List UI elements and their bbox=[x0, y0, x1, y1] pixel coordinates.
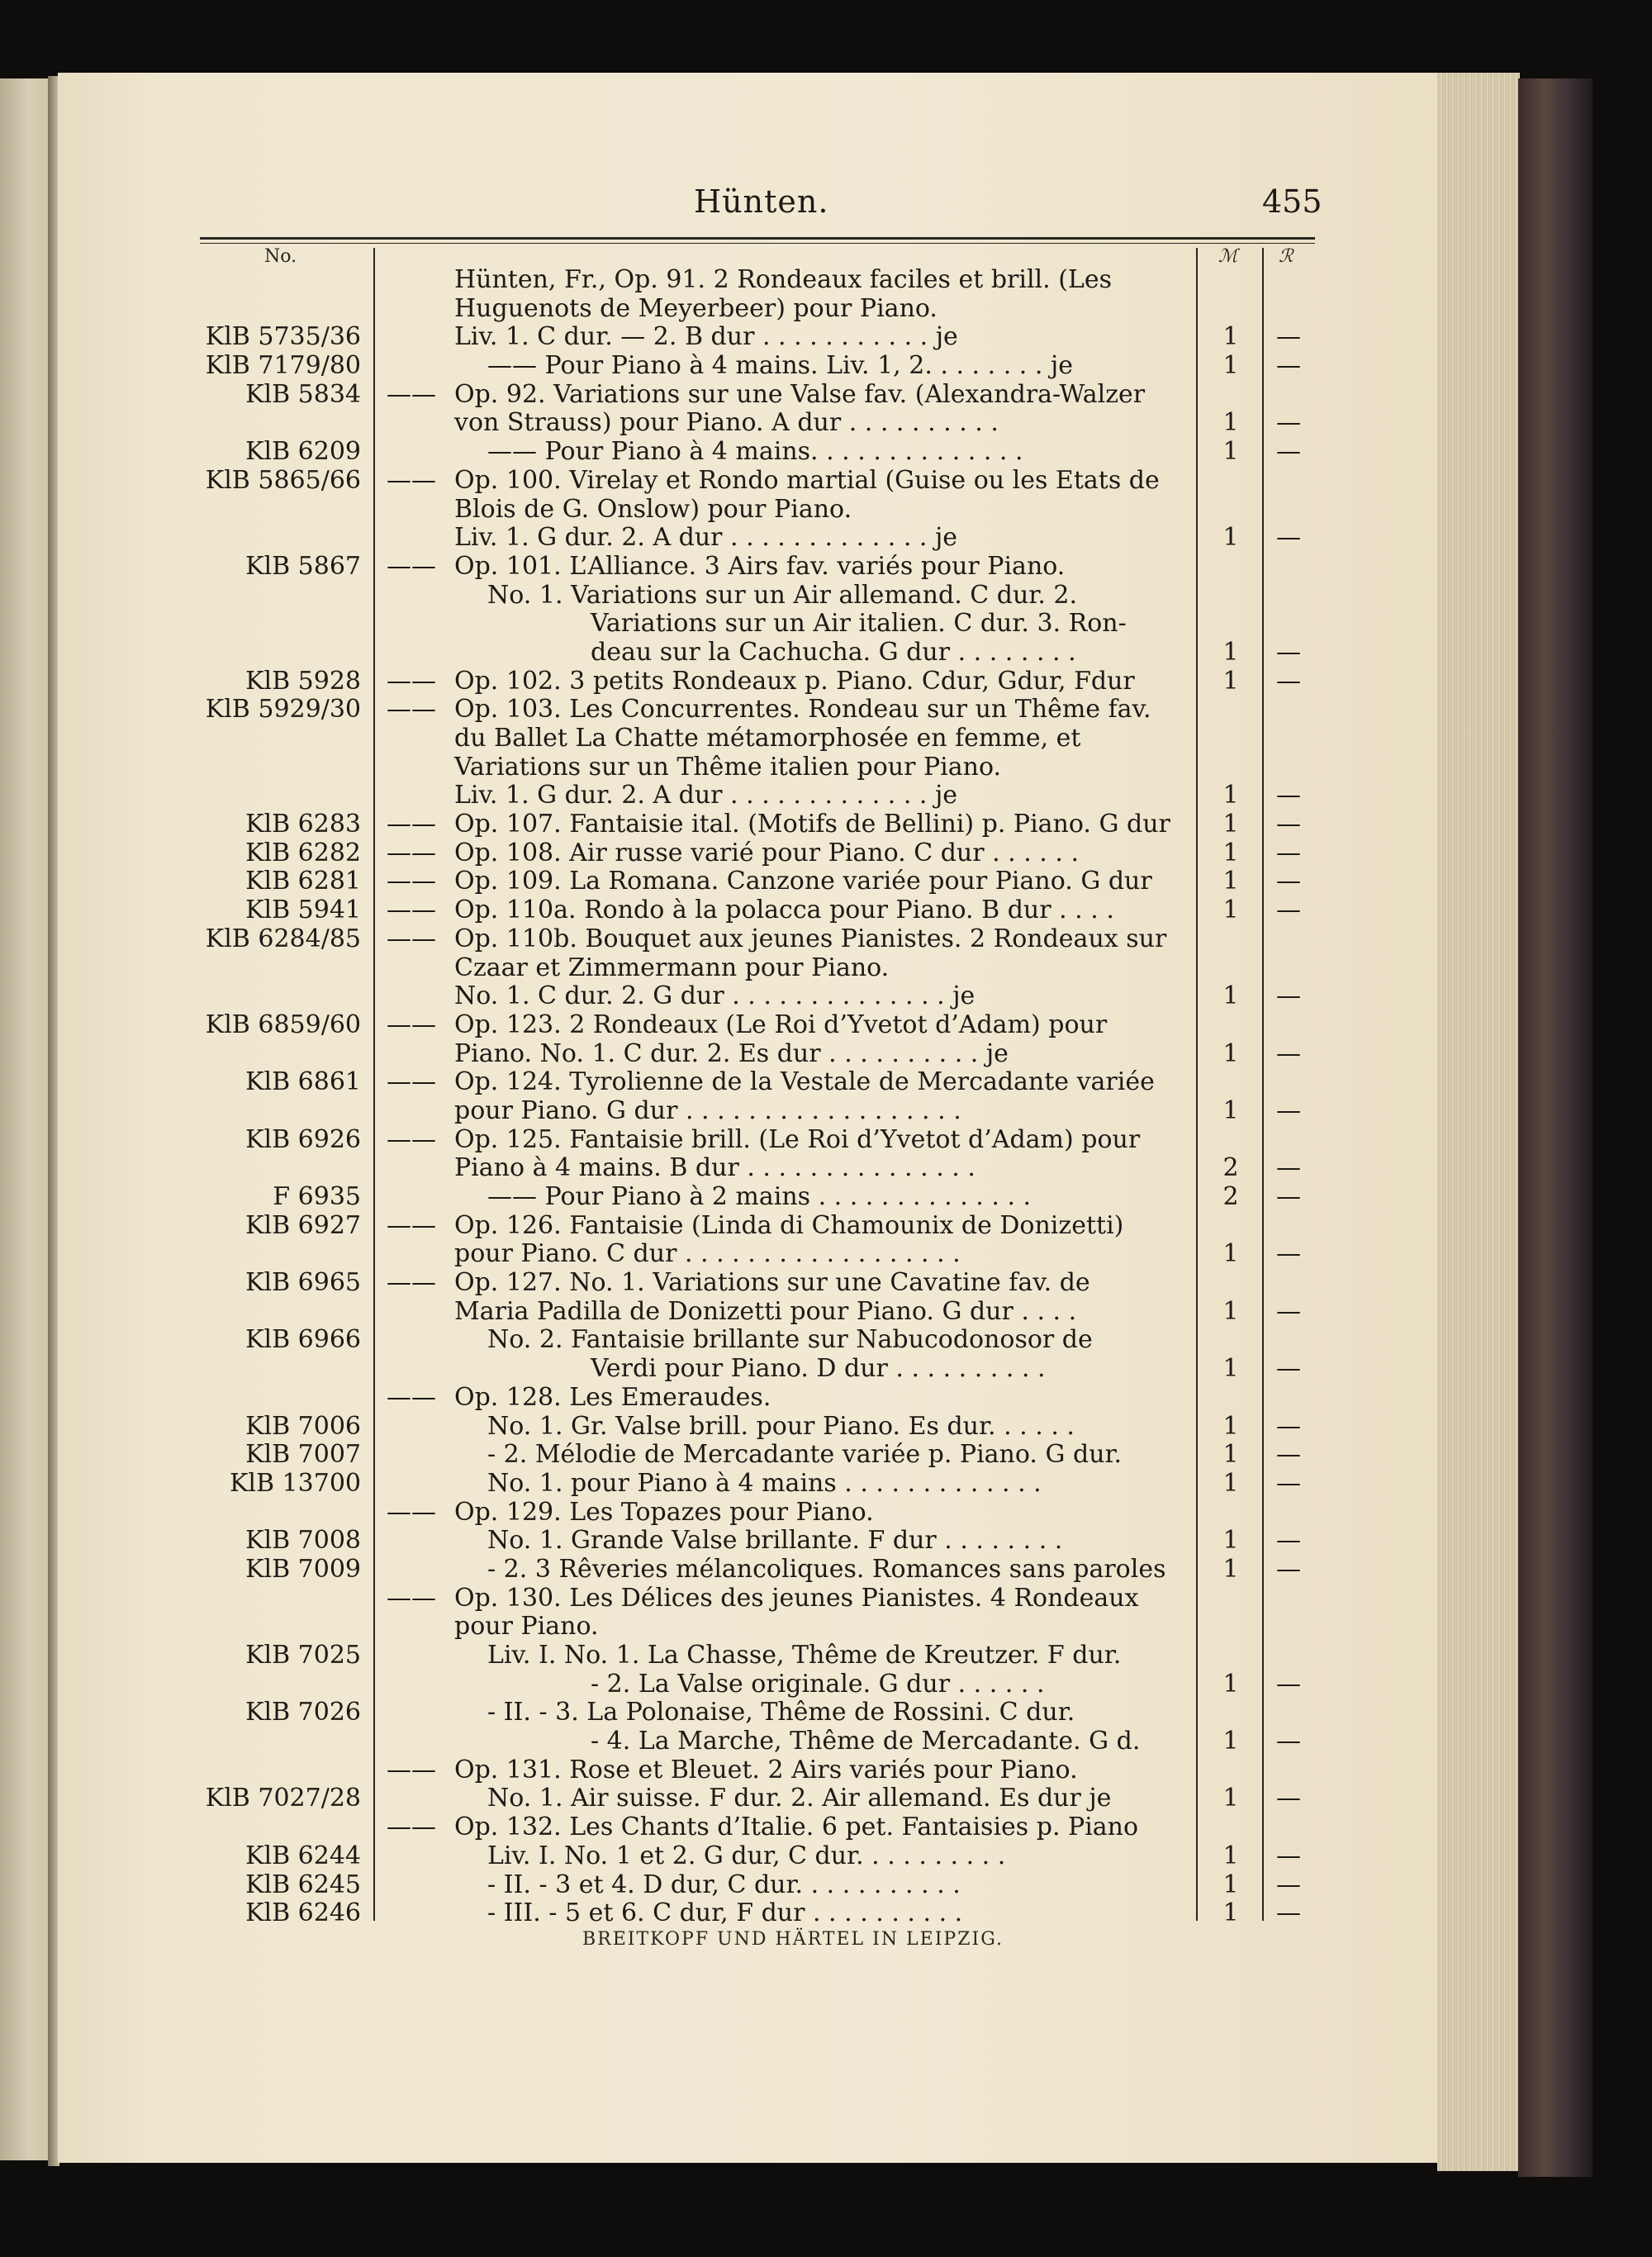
catalog-description: Op. 100. Virelay et Rondo martial (Guise ou les Etats de bbox=[454, 465, 1160, 495]
ditto-dash: —— bbox=[387, 1067, 436, 1097]
catalog-row bbox=[0, 1871, 1652, 1900]
catalog-description: du Ballet La Chatte métamorphosée en femme, et bbox=[454, 724, 1081, 753]
ditto-dash: —— bbox=[387, 1813, 436, 1842]
column-header-number: No. bbox=[264, 246, 297, 267]
catalog-description: Op. 92. Variations sur une Valse fav. (Alexandra-Walzer bbox=[454, 379, 1146, 409]
catalog-description: Variations sur un Air italien. C dur. 3. Ron- bbox=[591, 609, 1127, 639]
catalog-list bbox=[0, 266, 1652, 1928]
ditto-dash: —— bbox=[387, 666, 436, 696]
catalog-description: Op. 126. Fantaisie (Linda di Chamounix de Donizetti) bbox=[454, 1210, 1124, 1240]
ditto-dash: —— bbox=[387, 1124, 436, 1154]
catalog-row bbox=[0, 323, 1652, 352]
catalog-row bbox=[0, 696, 1652, 725]
catalog-number: KlB 6244 bbox=[245, 1841, 361, 1870]
column-header-pf: ℛ bbox=[1279, 246, 1294, 267]
catalog-number: KlB 6965 bbox=[245, 1268, 361, 1298]
catalog-description: —— Pour Piano à 2 mains . . . . . . . . . . . . . . bbox=[487, 1182, 1032, 1211]
catalog-number: KlB 7026 bbox=[245, 1698, 361, 1727]
publisher-footer-text: BREITKOPF UND HÄRTEL IN LEIPZIG. bbox=[582, 1929, 1004, 1950]
catalog-description: Liv. 1. G dur. 2. A dur . . . . . . . . . . . . . je bbox=[454, 781, 958, 810]
catalog-row bbox=[0, 1784, 1652, 1813]
catalog-description: Maria Padilla de Donizetti pour Piano. G dur . . . . bbox=[454, 1296, 1077, 1326]
price-pfennig: — bbox=[1276, 1440, 1301, 1470]
catalog-row bbox=[0, 1441, 1652, 1470]
catalog-description: Op. 131. Rose et Bleuet. 2 Airs variés pour Piano. bbox=[454, 1755, 1078, 1784]
price-pfennig: — bbox=[1276, 896, 1301, 925]
catalog-description: pour Piano. bbox=[454, 1612, 599, 1642]
ditto-dash: —— bbox=[387, 867, 436, 896]
catalog-description: —— Pour Piano à 4 mains. . . . . . . . . . . . . . bbox=[487, 437, 1023, 467]
catalog-number: KlB 6281 bbox=[245, 867, 361, 896]
catalog-description: Huguenots de Meyerbeer) pour Piano. bbox=[454, 293, 938, 323]
column-header-mark: ℳ bbox=[1218, 246, 1238, 267]
catalog-row bbox=[0, 438, 1652, 467]
catalog-description: No. 1. Air suisse. F dur. 2. Air allemand. Es dur je bbox=[487, 1784, 1112, 1813]
price-pfennig: — bbox=[1276, 1727, 1301, 1756]
catalog-description: - III. - 5 et 6. C dur, F dur . . . . . . . . . . bbox=[487, 1898, 963, 1928]
catalog-row bbox=[0, 1842, 1652, 1871]
catalog-row bbox=[0, 668, 1652, 696]
catalog-number: KlB 5865/66 bbox=[205, 465, 361, 495]
catalog-row bbox=[0, 295, 1652, 324]
price-mark: 1 bbox=[1222, 981, 1239, 1011]
ditto-dash: —— bbox=[387, 838, 436, 867]
catalog-row bbox=[0, 1642, 1652, 1670]
price-pfennig: — bbox=[1276, 1239, 1301, 1269]
price-mark: 2 bbox=[1222, 1153, 1239, 1183]
price-pfennig: — bbox=[1276, 408, 1301, 438]
price-pfennig: — bbox=[1276, 1411, 1301, 1441]
price-pfennig: — bbox=[1276, 322, 1301, 352]
price-pfennig: — bbox=[1276, 1554, 1301, 1584]
price-pfennig: — bbox=[1276, 1095, 1301, 1125]
catalog-description: Op. 101. L’Alliance. 3 Airs fav. variés pour Piano. bbox=[454, 551, 1066, 581]
catalog-description: Op. 130. Les Délices des jeunes Pianistes. 4 Rondeaux bbox=[454, 1583, 1139, 1613]
catalog-number: KlB 7025 bbox=[245, 1641, 361, 1670]
catalog-description: Op. 109. La Romana. Canzone variée pour Piano. G dur bbox=[454, 867, 1152, 896]
catalog-row bbox=[0, 1699, 1652, 1727]
price-pfennig: — bbox=[1276, 637, 1301, 667]
catalog-description: Op. 125. Fantaisie brill. (Le Roi d’Yvetot d’Adam) pour bbox=[454, 1124, 1141, 1154]
ditto-dash: —— bbox=[387, 379, 436, 409]
price-pfennig: — bbox=[1276, 867, 1301, 896]
catalog-number: KlB 5928 bbox=[245, 666, 361, 696]
catalog-description: Czaar et Zimmermann pour Piano. bbox=[454, 953, 890, 982]
catalog-description: pour Piano. G dur . . . . . . . . . . . . . . . . . . bbox=[454, 1095, 961, 1125]
price-mark: 1 bbox=[1222, 1095, 1239, 1125]
price-mark: 1 bbox=[1222, 1727, 1239, 1756]
catalog-description: - II. - 3 et 4. D dur, C dur. . . . . . . . . . . bbox=[487, 1870, 961, 1899]
price-pfennig: — bbox=[1276, 666, 1301, 696]
header-rule-thin bbox=[200, 243, 1315, 244]
catalog-number: KlB 6861 bbox=[245, 1067, 361, 1097]
price-mark: 1 bbox=[1222, 1354, 1239, 1384]
catalog-row bbox=[0, 1413, 1652, 1442]
price-mark: 1 bbox=[1222, 838, 1239, 867]
catalog-description: Op. 107. Fantaisie ital. (Motifs de Bellini) p. Piano. G dur bbox=[454, 810, 1170, 839]
catalog-row bbox=[0, 1556, 1652, 1585]
catalog-number: KlB 7006 bbox=[245, 1411, 361, 1441]
catalog-row bbox=[0, 1154, 1652, 1183]
ditto-dash: —— bbox=[387, 810, 436, 839]
catalog-row bbox=[0, 1670, 1652, 1699]
catalog-row bbox=[0, 1298, 1652, 1327]
price-mark: 2 bbox=[1222, 1182, 1239, 1211]
catalog-row bbox=[0, 1384, 1652, 1413]
price-mark: 1 bbox=[1222, 1411, 1239, 1441]
ditto-dash: —— bbox=[387, 551, 436, 581]
catalog-row bbox=[0, 810, 1652, 839]
catalog-row bbox=[0, 639, 1652, 668]
price-pfennig: — bbox=[1276, 351, 1301, 381]
catalog-row bbox=[0, 725, 1652, 753]
ditto-dash: —— bbox=[387, 465, 436, 495]
catalog-description: Piano. No. 1. C dur. 2. Es dur . . . . . . . . . . je bbox=[454, 1038, 1009, 1068]
catalog-row bbox=[0, 381, 1652, 410]
ditto-dash: —— bbox=[387, 1497, 436, 1527]
price-pfennig: — bbox=[1276, 523, 1301, 553]
catalog-row bbox=[0, 1899, 1652, 1928]
catalog-number: KlB 7009 bbox=[245, 1554, 361, 1584]
ditto-dash: —— bbox=[387, 1010, 436, 1039]
price-pfennig: — bbox=[1276, 1526, 1301, 1556]
catalog-row bbox=[0, 1240, 1652, 1269]
catalog-row bbox=[0, 1212, 1652, 1241]
catalog-number: KlB 6859/60 bbox=[205, 1010, 361, 1039]
price-pfennig: — bbox=[1276, 810, 1301, 839]
price-mark: 1 bbox=[1222, 351, 1239, 381]
price-mark: 1 bbox=[1222, 408, 1239, 438]
catalog-description: Variations sur un Thême italien pour Piano. bbox=[454, 752, 1002, 782]
catalog-row bbox=[0, 982, 1652, 1011]
catalog-row bbox=[0, 1813, 1652, 1842]
catalog-row bbox=[0, 1269, 1652, 1298]
catalog-number: KlB 6927 bbox=[245, 1210, 361, 1240]
catalog-row bbox=[0, 582, 1652, 611]
ditto-dash: —— bbox=[387, 695, 436, 725]
catalog-row bbox=[0, 1040, 1652, 1069]
catalog-row bbox=[0, 1613, 1652, 1642]
catalog-description: Op. 123. 2 Rondeaux (Le Roi d’Yvetot d’Adam) pour bbox=[454, 1010, 1108, 1039]
ditto-dash: —— bbox=[387, 1268, 436, 1298]
page-title: Hünten. bbox=[694, 183, 829, 220]
catalog-description: deau sur la Cachucha. G dur . . . . . . . . bbox=[591, 637, 1076, 667]
catalog-description: Blois de G. Onslow) pour Piano. bbox=[454, 494, 852, 524]
ditto-dash: —— bbox=[387, 1210, 436, 1240]
catalog-description: Liv. 1. G dur. 2. A dur . . . . . . . . . . . . . je bbox=[454, 523, 958, 553]
header-rule bbox=[200, 237, 1315, 240]
catalog-row bbox=[0, 1011, 1652, 1040]
catalog-description: Op. 127. No. 1. Variations sur une Cavatine fav. de bbox=[454, 1268, 1090, 1298]
catalog-number: KlB 7008 bbox=[245, 1526, 361, 1556]
price-mark: 1 bbox=[1222, 666, 1239, 696]
catalog-description: No. 1. pour Piano à 4 mains . . . . . . . . . . . . . bbox=[487, 1468, 1042, 1498]
price-pfennig: — bbox=[1276, 1354, 1301, 1384]
catalog-row bbox=[0, 1097, 1652, 1126]
catalog-row bbox=[0, 1470, 1652, 1499]
catalog-row bbox=[0, 839, 1652, 868]
catalog-number: KlB 13700 bbox=[229, 1468, 361, 1498]
catalog-number: KlB 5867 bbox=[245, 551, 361, 581]
catalog-description: - 2. La Valse originale. G dur . . . . . . bbox=[591, 1669, 1045, 1699]
price-mark: 1 bbox=[1222, 867, 1239, 896]
catalog-description: - 2. Mélodie de Mercadante variée p. Piano. G dur. bbox=[487, 1440, 1123, 1470]
catalog-number: KlB 6246 bbox=[245, 1898, 361, 1928]
price-mark: 1 bbox=[1222, 781, 1239, 810]
price-mark: 1 bbox=[1222, 1898, 1239, 1928]
catalog-row bbox=[0, 1727, 1652, 1756]
price-pfennig: — bbox=[1276, 981, 1301, 1011]
catalog-row bbox=[0, 954, 1652, 983]
price-mark: 1 bbox=[1222, 1554, 1239, 1584]
catalog-row bbox=[0, 1326, 1652, 1355]
catalog-description: Hünten, Fr., Op. 91. 2 Rondeaux faciles et brill. (Les bbox=[454, 265, 1112, 294]
catalog-number: KlB 5941 bbox=[245, 896, 361, 925]
catalog-number: KlB 6966 bbox=[245, 1325, 361, 1355]
price-pfennig: — bbox=[1276, 1153, 1301, 1183]
catalog-number: KlB 6926 bbox=[245, 1124, 361, 1154]
catalog-number: KlB 6209 bbox=[245, 437, 361, 467]
catalog-description: No. 1. Gr. Valse brill. pour Piano. Es dur. . . . . . bbox=[487, 1411, 1075, 1441]
catalog-description: Op. 110a. Rondo à la polacca pour Piano. B dur . . . . bbox=[454, 896, 1114, 925]
catalog-number: KlB 5929/30 bbox=[205, 695, 361, 725]
price-mark: 1 bbox=[1222, 1841, 1239, 1870]
catalog-description: von Strauss) pour Piano. A dur . . . . . . . . . . bbox=[454, 408, 999, 438]
catalog-number: KlB 7179/80 bbox=[205, 351, 361, 381]
catalog-row bbox=[0, 1183, 1652, 1212]
ditto-dash: —— bbox=[387, 1583, 436, 1613]
catalog-description: —— Pour Piano à 4 mains. Liv. 1, 2. . . . . . . . je bbox=[487, 351, 1073, 381]
catalog-row bbox=[0, 1068, 1652, 1097]
price-pfennig: — bbox=[1276, 838, 1301, 867]
running-head bbox=[0, 183, 1652, 233]
price-pfennig: — bbox=[1276, 1784, 1301, 1813]
ditto-dash: —— bbox=[387, 1755, 436, 1784]
price-pfennig: — bbox=[1276, 1870, 1301, 1899]
catalog-number: KlB 7027/28 bbox=[205, 1784, 361, 1813]
catalog-description: Verdi pour Piano. D dur . . . . . . . . . . bbox=[591, 1354, 1046, 1384]
catalog-description: Liv. I. No. 1. La Chasse, Thême de Kreutzer. F dur. bbox=[487, 1641, 1122, 1670]
price-pfennig: — bbox=[1276, 1468, 1301, 1498]
price-mark: 1 bbox=[1222, 322, 1239, 352]
catalog-description: - 2. 3 Rêveries mélancoliques. Romances sans paroles bbox=[487, 1554, 1166, 1584]
catalog-description: Op. 108. Air russe varié pour Piano. C dur . . . . . . bbox=[454, 838, 1079, 867]
catalog-description: pour Piano. C dur . . . . . . . . . . . . . . . . . . bbox=[454, 1239, 961, 1269]
price-mark: 1 bbox=[1222, 1296, 1239, 1326]
price-mark: 1 bbox=[1222, 1468, 1239, 1498]
catalog-row bbox=[0, 896, 1652, 925]
catalog-row bbox=[0, 1585, 1652, 1613]
catalog-description: Liv. I. No. 1 et 2. G dur, C dur. . . . . . . . . . bbox=[487, 1841, 1006, 1870]
catalog-number: KlB 6282 bbox=[245, 838, 361, 867]
catalog-description: Liv. 1. C dur. — 2. B dur . . . . . . . . . . . je bbox=[454, 322, 958, 352]
catalog-description: No. 1. C dur. 2. G dur . . . . . . . . . . . . . . je bbox=[454, 981, 976, 1011]
catalog-row bbox=[0, 496, 1652, 525]
catalog-number: KlB 7007 bbox=[245, 1440, 361, 1470]
catalog-row bbox=[0, 553, 1652, 582]
catalog-description: Op. 103. Les Concurrentes. Rondeau sur un Thême fav. bbox=[454, 695, 1151, 725]
price-pfennig: — bbox=[1276, 1841, 1301, 1870]
catalog-row bbox=[0, 266, 1652, 295]
catalog-number: KlB 6245 bbox=[245, 1870, 361, 1899]
catalog-number: F 6935 bbox=[273, 1182, 361, 1211]
catalog-row bbox=[0, 524, 1652, 553]
price-mark: 1 bbox=[1222, 1038, 1239, 1068]
catalog-description: - II. - 3. La Polonaise, Thême de Rossini. C dur. bbox=[487, 1698, 1075, 1727]
price-pfennig: — bbox=[1276, 437, 1301, 467]
price-mark: 1 bbox=[1222, 1239, 1239, 1269]
price-mark: 1 bbox=[1222, 637, 1239, 667]
catalog-row bbox=[0, 1499, 1652, 1528]
catalog-row bbox=[0, 467, 1652, 496]
ditto-dash: —— bbox=[387, 924, 436, 953]
price-mark: 1 bbox=[1222, 1784, 1239, 1813]
catalog-row bbox=[0, 925, 1652, 954]
price-pfennig: — bbox=[1276, 1038, 1301, 1068]
catalog-row bbox=[0, 1756, 1652, 1785]
price-pfennig: — bbox=[1276, 1182, 1301, 1211]
ditto-dash: —— bbox=[387, 896, 436, 925]
publisher-footer bbox=[0, 1929, 1652, 1950]
catalog-row bbox=[0, 1355, 1652, 1384]
catalog-row bbox=[0, 1527, 1652, 1556]
page-number: 455 bbox=[1262, 183, 1322, 220]
catalog-description: No. 2. Fantaisie brillante sur Nabucodonosor de bbox=[487, 1325, 1093, 1355]
price-mark: 1 bbox=[1222, 810, 1239, 839]
ditto-dash: —— bbox=[387, 1382, 436, 1412]
price-mark: 1 bbox=[1222, 896, 1239, 925]
price-pfennig: — bbox=[1276, 1669, 1301, 1699]
catalog-description: Op. 128. Les Emeraudes. bbox=[454, 1382, 771, 1412]
catalog-row bbox=[0, 610, 1652, 639]
catalog-row bbox=[0, 409, 1652, 438]
catalog-row bbox=[0, 1126, 1652, 1155]
price-pfennig: — bbox=[1276, 1898, 1301, 1928]
price-mark: 1 bbox=[1222, 523, 1239, 553]
price-mark: 1 bbox=[1222, 1526, 1239, 1556]
catalog-description: Op. 132. Les Chants d’Italie. 6 pet. Fantaisies p. Piano bbox=[454, 1813, 1139, 1842]
catalog-number: KlB 6283 bbox=[245, 810, 361, 839]
price-mark: 1 bbox=[1222, 1669, 1239, 1699]
catalog-description: No. 1. Grande Valse brillante. F dur . . . . . . . . bbox=[487, 1526, 1063, 1556]
catalog-description: Piano à 4 mains. B dur . . . . . . . . . . . . . . . bbox=[454, 1153, 976, 1183]
catalog-description: - 4. La Marche, Thême de Mercadante. G d. bbox=[591, 1727, 1141, 1756]
catalog-row bbox=[0, 782, 1652, 810]
price-mark: 1 bbox=[1222, 1440, 1239, 1470]
catalog-row bbox=[0, 352, 1652, 381]
catalog-description: Op. 102. 3 petits Rondeaux p. Piano. Cdur, Gdur, Fdur bbox=[454, 666, 1135, 696]
price-mark: 1 bbox=[1222, 437, 1239, 467]
catalog-description: Op. 129. Les Topazes pour Piano. bbox=[454, 1497, 874, 1527]
price-pfennig: — bbox=[1276, 781, 1301, 810]
catalog-row bbox=[0, 753, 1652, 782]
catalog-number: KlB 6284/85 bbox=[205, 924, 361, 953]
catalog-number: KlB 5834 bbox=[245, 379, 361, 409]
catalog-number: KlB 5735/36 bbox=[205, 322, 361, 352]
price-mark: 1 bbox=[1222, 1870, 1239, 1899]
price-pfennig: — bbox=[1276, 1296, 1301, 1326]
catalog-description: Op. 124. Tyrolienne de la Vestale de Mercadante variée bbox=[454, 1067, 1155, 1097]
catalog-description: No. 1. Variations sur un Air allemand. C dur. 2. bbox=[487, 580, 1078, 610]
catalog-row bbox=[0, 867, 1652, 896]
catalog-description: Op. 110b. Bouquet aux jeunes Pianistes. 2 Rondeaux sur bbox=[454, 924, 1167, 953]
